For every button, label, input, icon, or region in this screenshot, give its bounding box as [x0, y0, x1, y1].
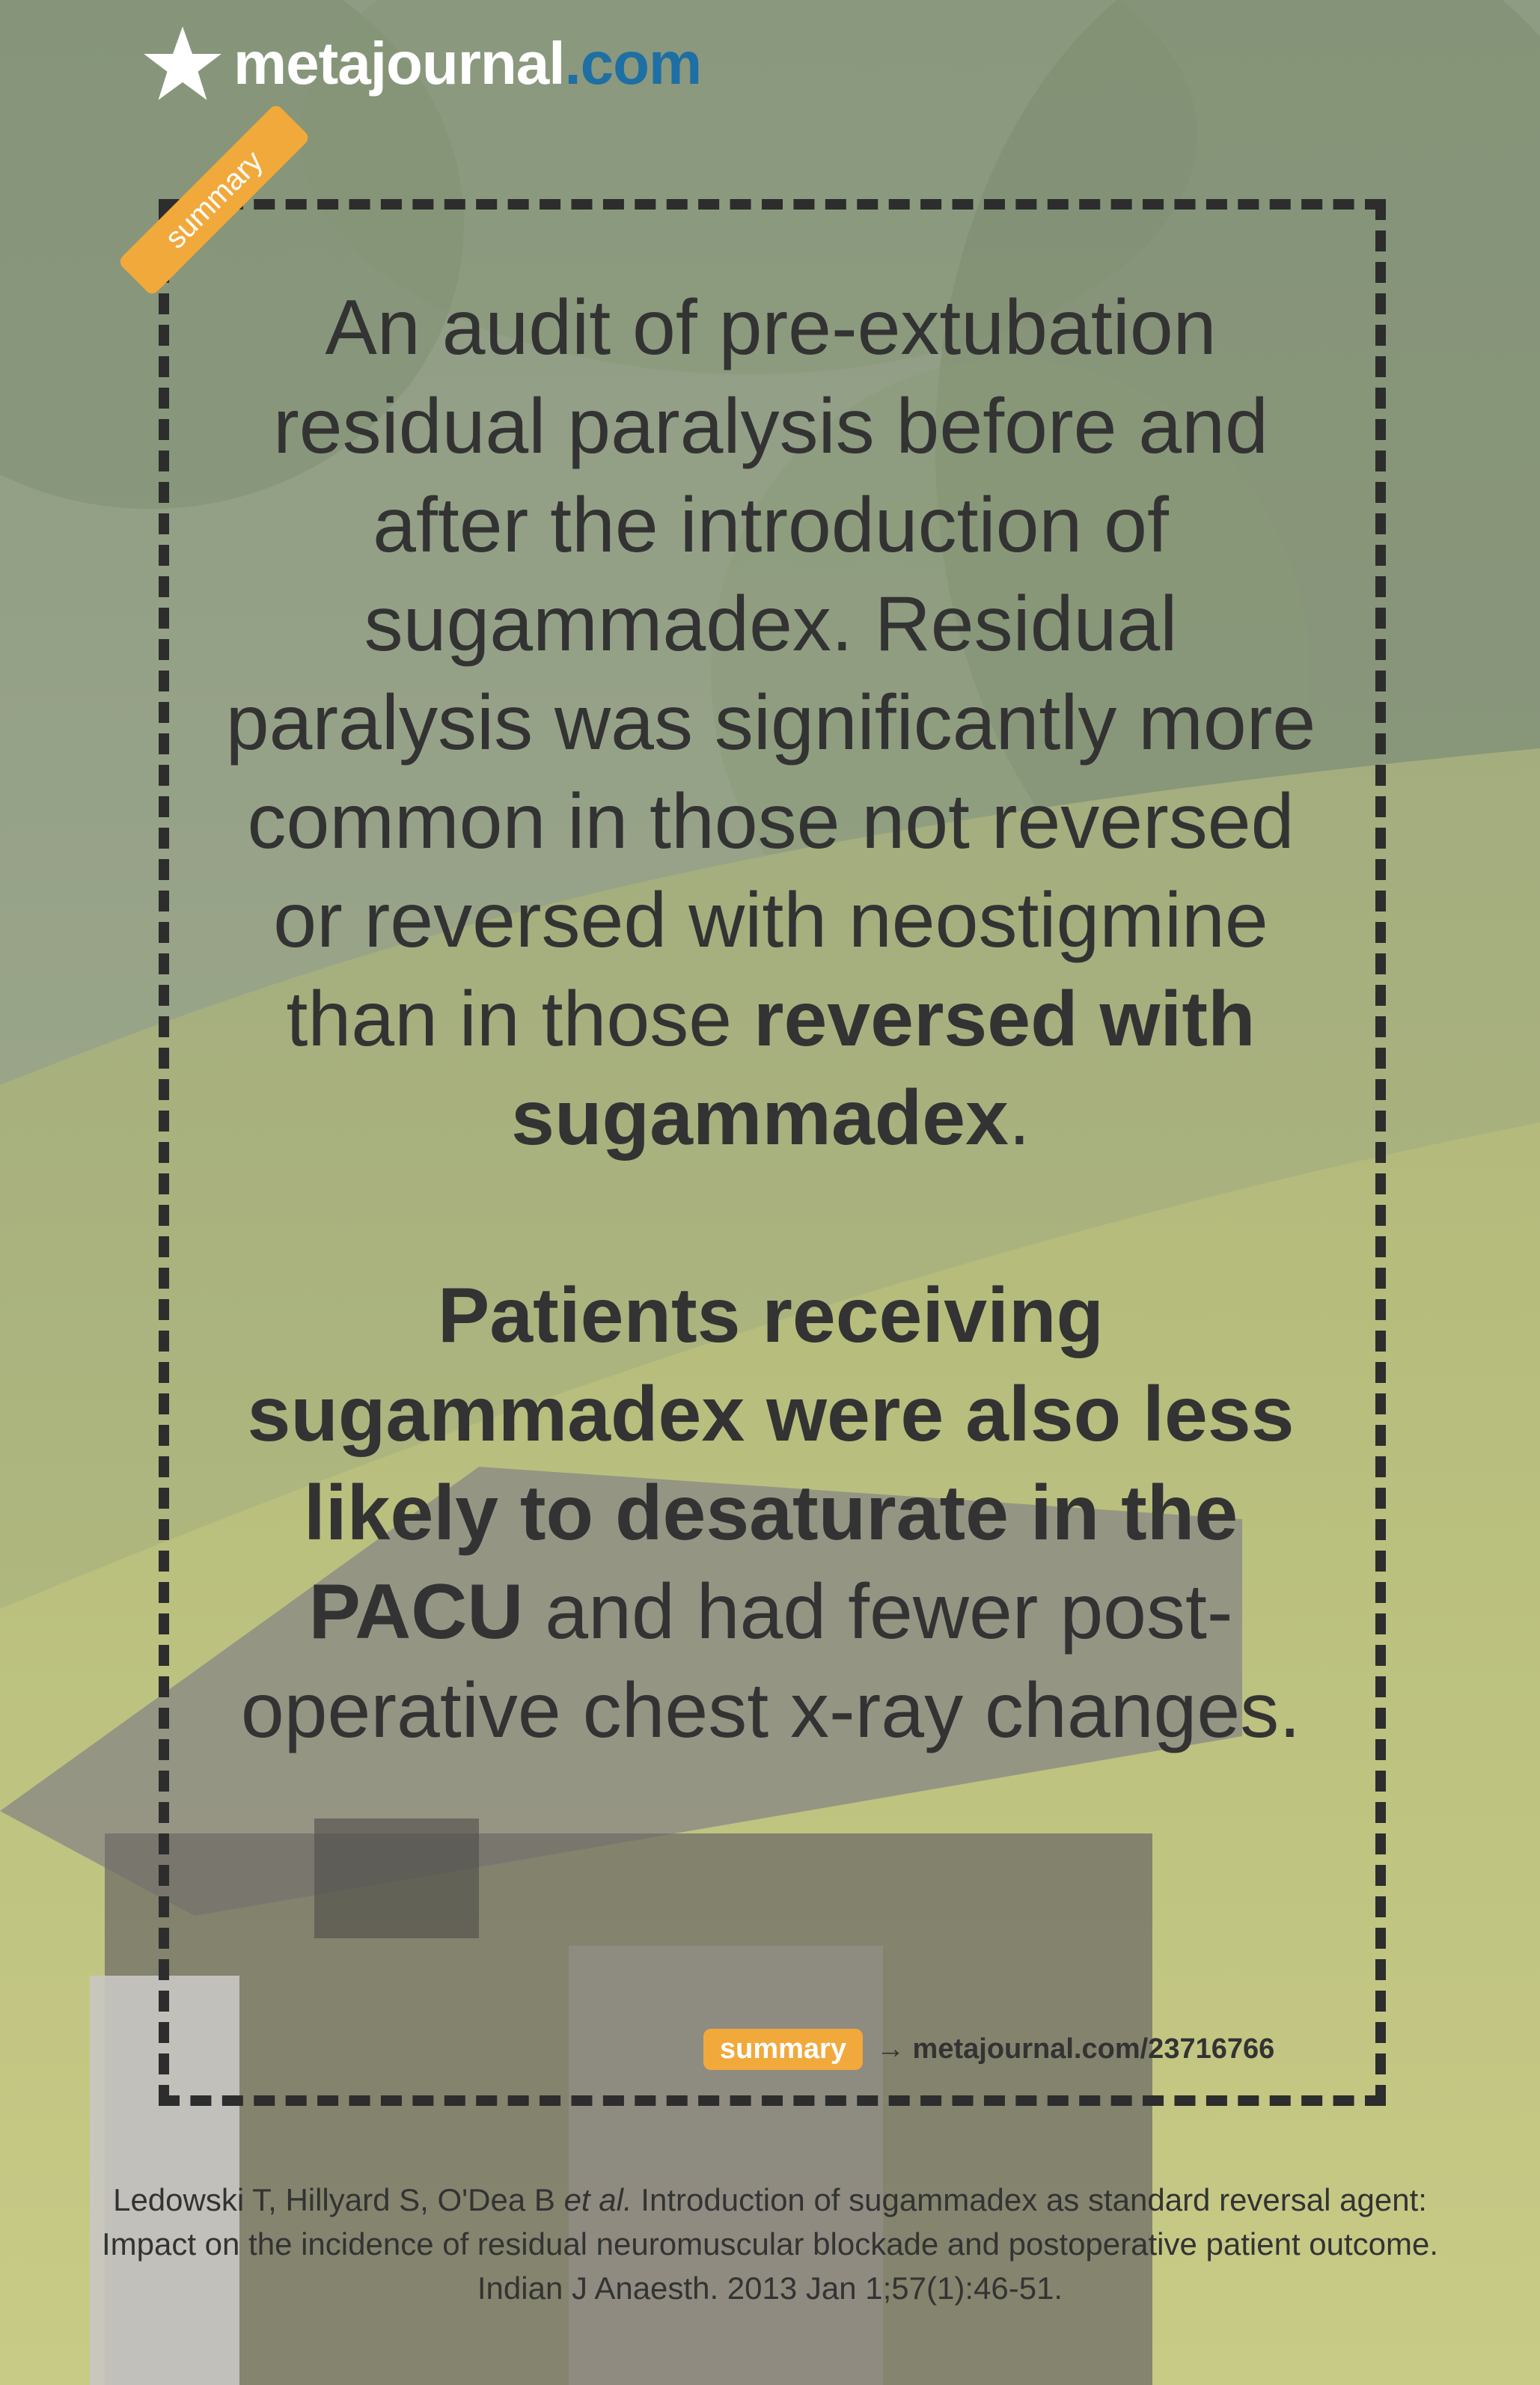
- ribbon-label: summary: [159, 144, 269, 255]
- summary-text: [224, 278, 1317, 1760]
- summary-paragraph-1: An audit of pre-extubation residual paralysis before and after the introduction of sugammadex. Residual paralysis was significantly more common in those not reversed or reversed with neostigmine than in those reversed with sugammadex.: [225, 284, 1316, 1161]
- summary-link[interactable]: [703, 2027, 1274, 2071]
- summary-paragraph-2: Patients receiving sugammadex were also less likely to desaturate in the PACU and had fewer post-operative chest x-ray changes.: [240, 1272, 1301, 1754]
- site-name: metajournal.com: [233, 30, 702, 97]
- summary-badge: summary: [703, 2029, 863, 2070]
- star-icon: [142, 23, 223, 104]
- site-logo[interactable]: [142, 15, 701, 112]
- citation: Ledowski T, Hillyard S, O'Dea B et al. Introduction of sugammadex as standard reversal agent: Impact on the incidence of residual neuromuscular blockade and postoperative patient outcome. Indian J Anaesth. 2013 Jan 1;57(1):46-51.: [101, 2182, 1439, 2306]
- summary-url[interactable]: → metajournal.com/23716766: [876, 2033, 1275, 2065]
